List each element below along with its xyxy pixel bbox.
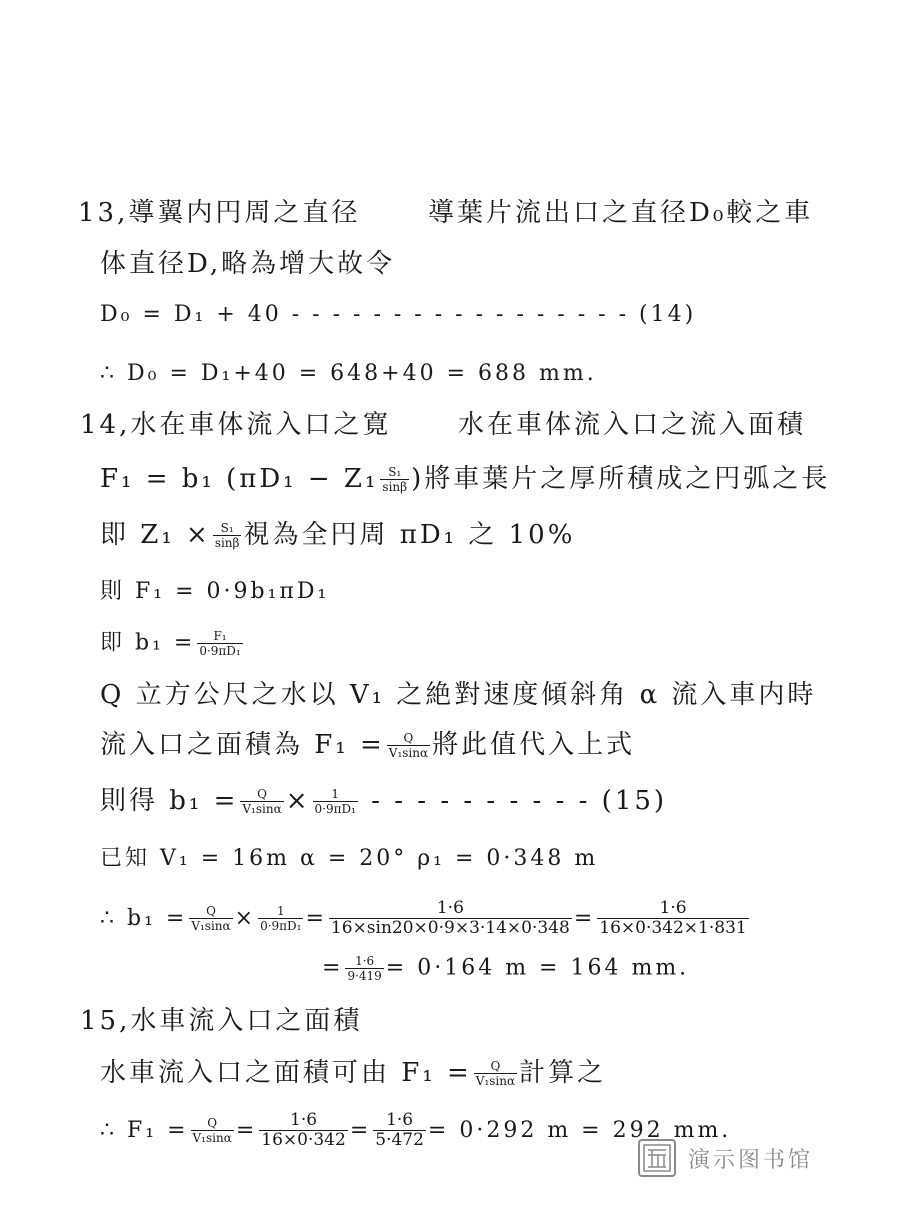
section-13-text: 導葉片流出口之直径D₀較之車 xyxy=(428,198,814,228)
f1-description: )將車葉片之厚所積成之円弧之長 xyxy=(411,464,831,494)
eq-15-lhs: 則得 b₁ = xyxy=(100,786,239,816)
leader-dots: - - - - - - - - - - - - - - - - - xyxy=(291,302,630,327)
section-13-title: 13,導翼内円周之直径 xyxy=(78,198,361,228)
known-values-text: 已知 V₁ = 16m α = 20° ρ₁ = 0·348 m xyxy=(100,846,599,871)
section-15-title: 15,水車流入口之面積 xyxy=(80,1006,363,1036)
watermark xyxy=(638,1138,813,1178)
fraction-16-5472: $\frac{1\cdot 6}{5\cdot 472}$ xyxy=(375,1110,424,1150)
line-14-heading xyxy=(80,412,391,438)
line-f1-definition xyxy=(100,466,830,494)
line-14-text xyxy=(458,412,806,438)
eq-number-15: (15) xyxy=(601,786,668,816)
watermark-text: 演示图书馆 xyxy=(688,1147,814,1173)
line-area-formula xyxy=(100,732,635,760)
eq-14-body: D₀ = D₁ + 40 xyxy=(100,302,282,327)
b1-calc-lhs: ∴ b₁ = xyxy=(100,905,188,931)
f1-expression: F₁ = b₁ (πD₁ − Z₁ xyxy=(100,464,379,494)
fraction-q-vsina-3: $\frac{Q}{\text{V₁sinα}}$ xyxy=(191,904,231,933)
equals-sign: = xyxy=(305,905,327,931)
equals-sign-2: = xyxy=(573,905,596,931)
line-known-values xyxy=(100,848,598,870)
section-13-text-cont: 体直径D,略為增大故令 xyxy=(100,249,396,279)
fraction-f1-09pid: $\frac{\text{F₁}}{\text{0·9πD₁}}$ xyxy=(199,629,241,658)
line-b1-equation xyxy=(100,630,245,657)
line-f1-calc xyxy=(100,1112,731,1150)
area-formula-text: 將此值代入上式 xyxy=(432,730,636,760)
fraction-q-vsina-2: $\frac{Q}{\text{V₁sinα}}$ xyxy=(242,787,282,816)
b1-result-text: = 0·164 m = 164 mm. xyxy=(385,955,690,981)
line-f1-equation xyxy=(100,581,329,603)
area-intro-text: 計算之 xyxy=(519,1058,607,1088)
area-formula-lhs: 流入口之面積為 F₁ = xyxy=(100,730,385,760)
equation-15 xyxy=(100,788,667,816)
library-seal-icon xyxy=(638,1139,676,1177)
line-area-calc-intro xyxy=(100,1060,606,1088)
equation-14-result xyxy=(100,363,597,385)
f1-result-text: = 0·292 m = 292 mm. xyxy=(427,1117,732,1143)
z1-description: 視為全円周 πD₁ 之 10% xyxy=(243,520,576,550)
times-sign-2: × xyxy=(234,905,257,931)
equals-sign-5: = xyxy=(349,1117,372,1143)
q-flow-text: Q 立方公尺之水以 V₁ 之絶對速度傾斜角 α 流入車内時 xyxy=(100,680,817,710)
line-b1-result xyxy=(322,955,689,982)
leader-dots-15: - - - - - - - - - - xyxy=(371,786,591,816)
line-13-text xyxy=(428,200,813,226)
fraction-s1-sinb: $\frac{\text{S₁}}{\sin\beta}$ xyxy=(382,465,408,494)
line-13-cont xyxy=(100,251,395,277)
fraction-s1-sinb-2: $\frac{\text{S₁}}{\sin\beta}$ xyxy=(214,521,240,550)
area-intro-lhs: 水車流入口之面積可由 F₁ = xyxy=(100,1058,472,1088)
z1-expression: 即 Z₁ × xyxy=(100,520,211,550)
line-z1-ratio xyxy=(100,522,575,550)
line-13-heading xyxy=(78,200,360,226)
fraction-q-vsina-4: $\frac{Q}{\text{V₁sinα}}$ xyxy=(475,1059,516,1088)
eq-number-14: (14) xyxy=(639,302,697,327)
fraction-q-vsina-5: $\frac{Q}{\text{V₁sinα}}$ xyxy=(192,1116,232,1145)
section-14-title: 14,水在車体流入口之寛 xyxy=(80,410,392,440)
fraction-16-product: $\frac{1\cdot 6}{16\times 0\cdot 342\times 1\cdot 831}$ xyxy=(599,898,747,938)
fraction-1-09pid-2: $\frac{1}{\text{0·9πD₁}}$ xyxy=(260,904,302,933)
eq-14-result-text: ∴ D₀ = D₁+40 = 648+40 = 688 mm. xyxy=(100,361,597,386)
line-b1-calc xyxy=(100,900,751,938)
fraction-1-09pid: $\frac{1}{\text{0·9πD₁}}$ xyxy=(314,787,356,816)
fraction-16-16x: $\frac{1\cdot 6}{16\times 0\cdot 342}$ xyxy=(261,1110,346,1150)
equals-sign-3: = xyxy=(322,955,344,981)
fraction-16-long: $\frac{1\cdot 6}{16\times\sin 20\times 0\cdot 9\times 3\cdot 14\times 0\cdot 348}$ xyxy=(330,898,570,938)
b1-lhs: 即 b₁ = xyxy=(100,630,196,656)
fraction-16-9419: $\frac{1\cdot 6}{9\cdot 419}$ xyxy=(347,954,382,983)
f1-equation: 則 F₁ = 0·9b₁πD₁ xyxy=(100,579,330,604)
equals-sign-4: = xyxy=(235,1117,258,1143)
section-14-text: 水在車体流入口之流入面積 xyxy=(458,410,807,440)
fraction-q-vsina: $\frac{Q}{\text{V₁sinα}}$ xyxy=(388,731,429,760)
line-15-heading xyxy=(80,1008,362,1034)
equation-14 xyxy=(100,304,696,326)
f1-calc-lhs: ∴ F₁ = xyxy=(100,1117,189,1143)
line-q-flow xyxy=(100,682,816,708)
times-sign: × xyxy=(285,786,311,816)
